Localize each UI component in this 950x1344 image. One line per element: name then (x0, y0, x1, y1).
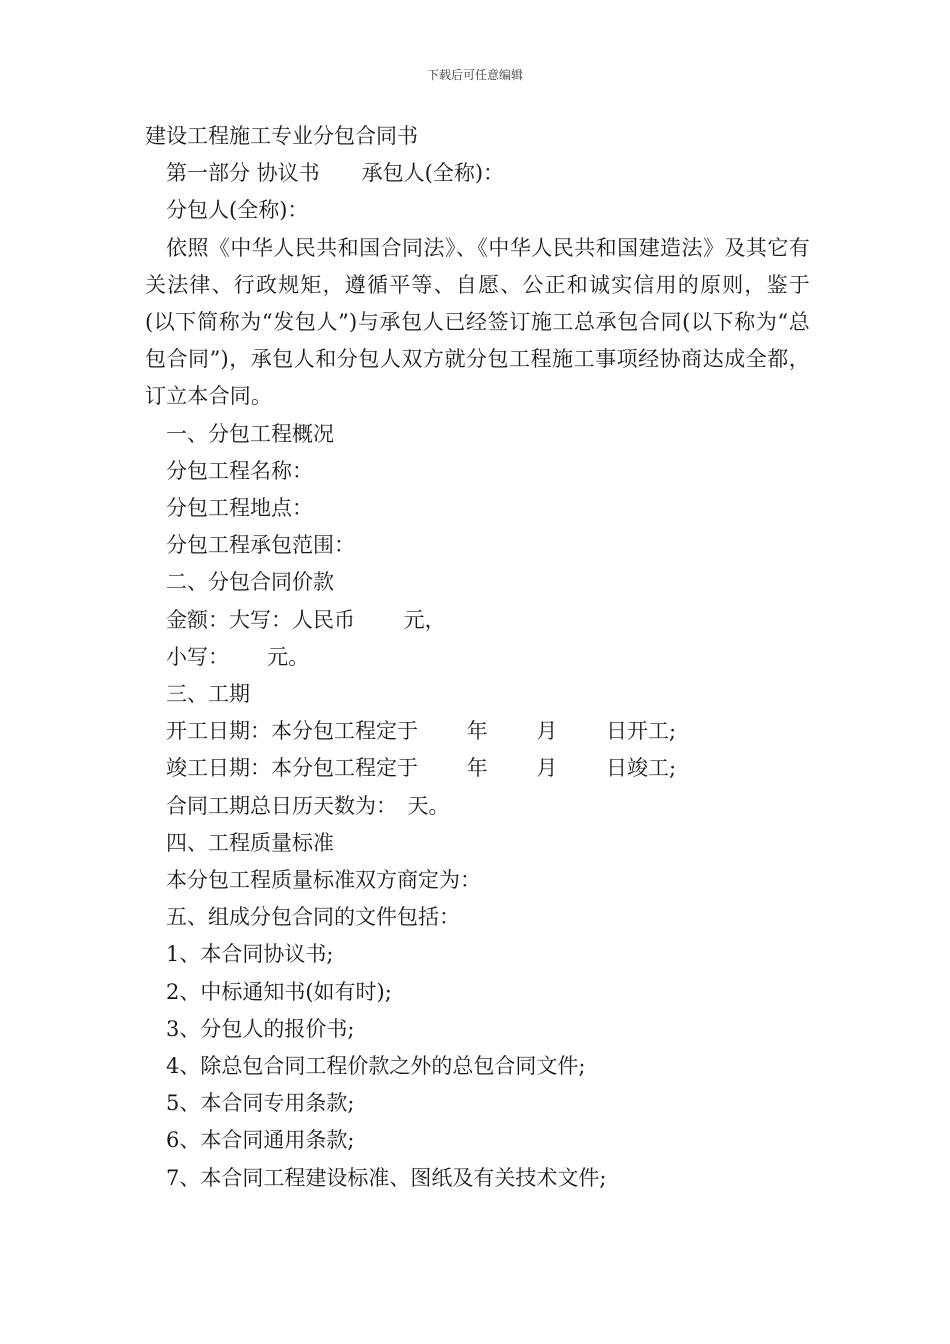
total-days-line: 合同工期总日历天数为： 天。 (166, 793, 450, 818)
part-one-line: 第一部分 协议书 承包人(全称)： (166, 161, 505, 186)
project-scope-line: 分包工程承包范围： (166, 533, 355, 558)
list-item: 6、本合同通用条款; (166, 1128, 355, 1153)
subcontractor-line: 分包人(全称)： (166, 198, 309, 223)
list-item: 5、本合同专用条款; (166, 1091, 355, 1116)
amount-figure-line: 小写： 元。 (166, 644, 310, 669)
project-name-line: 分包工程名称： (166, 458, 313, 483)
document-title: 建设工程施工专业分包合同书 (145, 124, 418, 148)
amount-capital-line: 金额：大写：人民币 元， (166, 607, 446, 632)
list-item: 2、中标通知书(如有时); (166, 979, 392, 1004)
quality-standard-line: 本分包工程质量标准双方商定为： (166, 868, 481, 893)
project-location-line: 分包工程地点： (166, 496, 313, 521)
section-heading-quality: 四、工程质量标准 (166, 830, 334, 855)
page-header: 下载后可任意编辑 (426, 68, 523, 82)
section-heading-period: 三、工期 (166, 682, 250, 707)
section-heading-overview: 一、分包工程概况 (166, 421, 334, 446)
section-heading-documents: 五、组成分包合同的文件包括： (166, 905, 460, 930)
intro-paragraph: 依照《中华人民共和国合同法》、《中华人民共和国建造法》及其它有关法律、行政规矩，遵循平等、自愿、公正和诚实信用的原则，鉴于 (以下简称为“发包人”)与承包人已经签订施工总承包合同(以下称为“总包合同”)，承包人和分包人双方就分包工程施工事项经协商达成全都，订立本合同。 (145, 235, 810, 409)
list-item: 3、分包人的报价书; (166, 1016, 355, 1041)
list-item: 7、本合同工程建设标准、图纸及有关技术文件; (166, 1165, 607, 1190)
completion-date-line: 竣工日期：本分包工程定于 年 月 日竣工; (166, 756, 677, 781)
list-item: 1、本合同协议书; (166, 942, 334, 967)
start-date-line: 开工日期：本分包工程定于 年 月 日开工; (166, 719, 677, 744)
document-body (145, 118, 810, 1197)
list-item: 4、除总包合同工程价款之外的总包合同文件; (166, 1054, 586, 1079)
section-heading-price: 二、分包合同价款 (166, 570, 334, 595)
